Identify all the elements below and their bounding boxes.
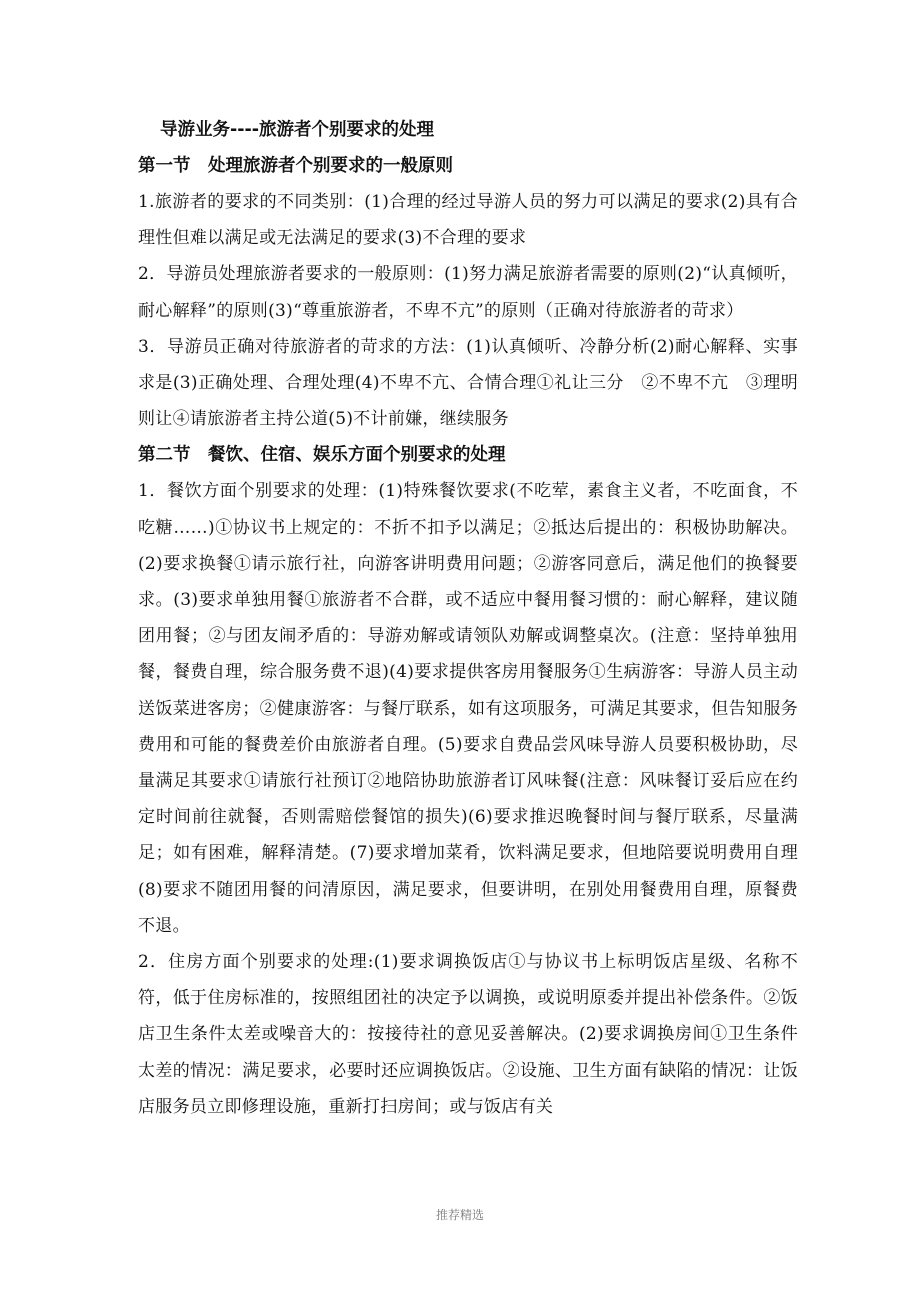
paragraph: 1．餐饮方面个别要求的处理：(1)特殊餐饮要求(不吃荤，素食主义者，不吃面食，不吃糖……)①协议书上规定的：不折不扣予以满足；②抵达后提出的：积极协助解决。(2)要求换餐①请示旅行社，向游客讲明费用问题；②游客同意后，满足他们的换餐要求。(3)要求单独用餐①旅游者不合群，或不适应中餐用餐习惯的：耐心解释，建议随团用餐；②与团友闹矛盾的：导游劝解或请领队劝解或调整桌次。(注意：坚持单独用餐，餐费自理，综合服务费不退)(4)要求提供客房用餐服务①生病游客：导游人员主动送饭菜进客房；②健康游客：与餐厅联系，如有这项服务，可满足其要求，但告知服务费用和可能的餐费差价由旅游者自理。(5)要求自费品尝风味导游人员要积极协助，尽量满足其要求①请旅行社预订②地陪协助旅游者订风味餐(注意：风味餐订妥后应在约定时间前往就餐，否则需赔偿餐馆的损失)(6)要求推迟晚餐时间与餐厅联系，尽量满足；如有困难，解释清楚。(7)要求增加菜肴，饮料满足要求，但地陪要说明费用自理(8)要求不随团用餐的问清原因，满足要求，但要讲明，在别处用餐费用自理，原餐费不退。 [138, 481, 798, 936]
document-title: 导游业务----旅游者个别要求的处理 [160, 120, 435, 140]
document-body [138, 112, 798, 1125]
section-heading-1: 第一节 处理旅游者个别要求的一般原则 [138, 156, 453, 176]
page-footer: 推荐精选 [435, 1208, 484, 1222]
paragraph: 2．住房方面个别要求的处理:(1)要求调换饭店①与协议书上标明饭店星级、名称不符，低于住房标准的，按照组团社的决定予以调换，或说明原委并提出补偿条件。②饭店卫生条件太差或噪音大的：按接待社的意见妥善解决。(2)要求调换房间①卫生条件太差的情况：满足要求，必要时还应调换饭店。②设施、卫生方面有缺陷的情况：让饭店服务员立即修理设施，重新打扫房间；或与饭店有关 [138, 952, 798, 1117]
paragraph: 3．导游员正确对待旅游者的苛求的方法：(1)认真倾听、冷静分析(2)耐心解释、实事求是(3)正确处理、合理处理(4)不卑不亢、合情合理①礼让三分 ②不卑不亢 ③理明则让④请旅游者主持公道(5)不计前嫌，继续服务 [138, 336, 798, 430]
section-heading-2: 第二节 餐饮、住宿、娱乐方面个别要求的处理 [138, 445, 506, 466]
paragraph: 2．导游员处理旅游者要求的一般原则：(1)努力满足旅游者需要的原则(2)“认真倾听，耐心解释”的原则(3)“尊重旅游者，不卑不亢”的原则（正确对待旅游者的苛求） [138, 264, 798, 321]
paragraph: 1.旅游者的要求的不同类别：(1)合理的经过导游人员的努力可以满足的要求(2)具有合理性但难以满足或无法满足的要求(3)不合理的要求 [138, 192, 798, 249]
